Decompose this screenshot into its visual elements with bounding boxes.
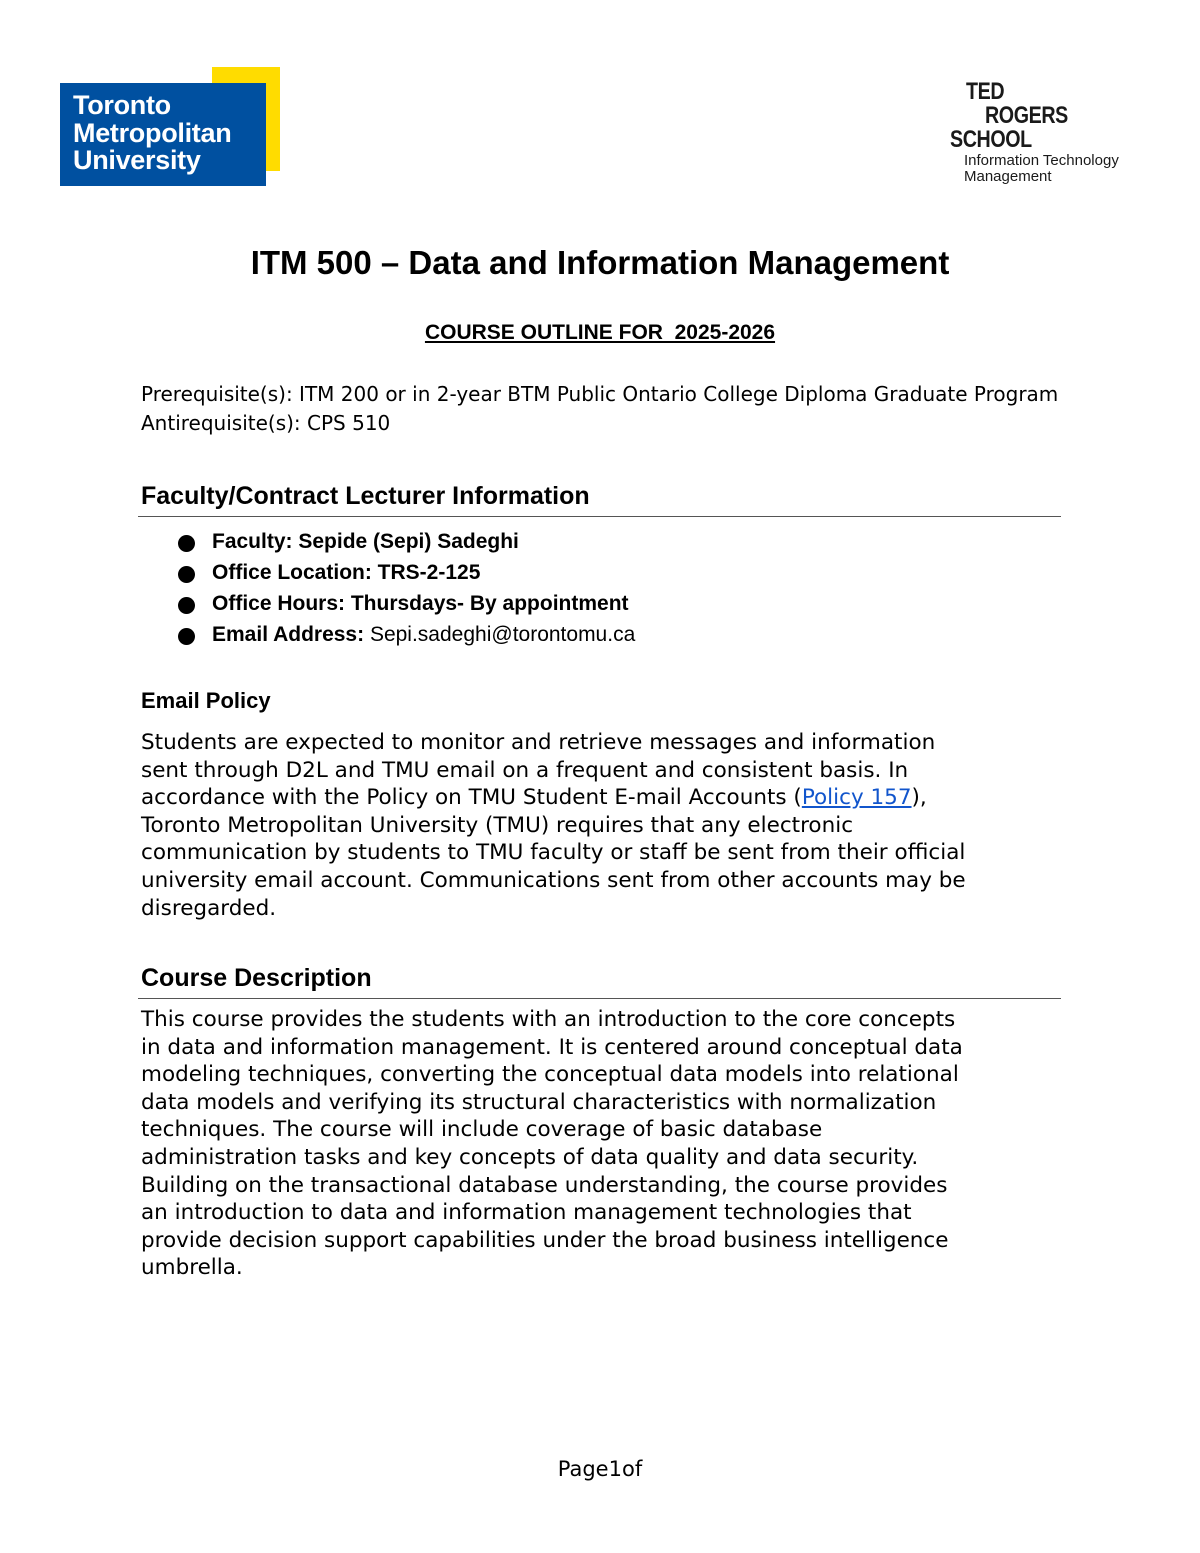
paragraph-line: This course provides the students with an introduction to the core concepts (141, 1007, 956, 1032)
paragraph-line (141, 784, 1081, 812)
page-footer: Page1of (557, 1457, 643, 1481)
faculty-heading: Faculty/Contract Lecturer Information (141, 482, 590, 510)
page-title: ITM 500 – Data and Information Management (250, 244, 950, 281)
paragraph-line: disregarded. (141, 895, 277, 921)
trs-logo-subtitle (964, 153, 1119, 185)
paragraph-line: umbrella. (141, 1255, 243, 1281)
list-item (176, 588, 635, 619)
course-outline-subtitle (0, 320, 1200, 346)
paragraph-line: modeling techniques, converting the conceptual data models into relational (141, 1062, 959, 1088)
section-divider (138, 998, 1061, 999)
prerequisite-text: Prerequisite(s): ITM 200 or in 2-year BTM Public Ontario College Diploma Graduate Program (141, 382, 1059, 406)
paragraph-line: administration tasks and key concepts of data quality and data security. (141, 1144, 919, 1170)
email-policy-paragraph (141, 729, 1081, 922)
office-location: Office Location: TRS-2-125 (212, 561, 481, 584)
paragraph-text: ), (911, 785, 927, 811)
paragraph-line: provide decision support capabilities under the broad business intelligence (141, 1227, 949, 1253)
policy-157-link[interactable]: Policy 157 (801, 785, 912, 811)
tmu-logo-line: Toronto (73, 90, 171, 120)
bullet-icon (178, 597, 195, 614)
tmu-logo-line: University (73, 145, 201, 175)
tmu-logo (60, 67, 282, 189)
trs-logo-subtitle-line: Information Technology (964, 152, 1119, 169)
list-item (176, 619, 635, 650)
paragraph-line: communication by students to TMU faculty or staff be sent from their official (141, 840, 966, 866)
paragraph-line: Toronto Metropolitan University (TMU) requires that any electronic (141, 812, 854, 838)
paragraph-line: Building on the transactional database understanding, the course provides (141, 1172, 948, 1198)
list-item (176, 557, 635, 588)
paragraph-line: in data and information management. It is centered around conceptual data (141, 1034, 963, 1060)
email-policy-heading: Email Policy (141, 688, 271, 713)
faculty-name: Faculty: Sepide (Sepi) Sadeghi (212, 530, 519, 553)
course-description-heading: Course Description (141, 964, 372, 992)
bullet-icon (178, 628, 195, 645)
paragraph-line: sent through D2L and TMU email on a frequent and consistent basis. In (141, 757, 909, 783)
bullet-icon (178, 566, 195, 583)
list-item (176, 526, 635, 557)
paragraph-line: university email account. Communications sent from other accounts may be (141, 867, 966, 893)
trs-logo-line: SCHOOL (950, 126, 1032, 153)
paragraph-line: Students are expected to monitor and retrieve messages and information (141, 730, 936, 755)
bullet-icon (178, 535, 195, 552)
course-description-paragraph (141, 1006, 1081, 1282)
section-divider (138, 516, 1061, 517)
paragraph-line: data models and verifying its structural characteristics with normalization (141, 1089, 937, 1115)
paragraph-line: techniques. The course will include coverage of basic database (141, 1117, 823, 1143)
email-label: Email Address: (212, 623, 365, 646)
ted-rogers-logo (950, 80, 1150, 190)
tmu-logo-text (73, 92, 231, 175)
subtitle-text: COURSE OUTLINE FOR 2025-2026 (424, 321, 776, 344)
email-address: Sepi.sadeghi@torontomu.ca (364, 623, 636, 646)
paragraph-line: an introduction to data and information management technologies that (141, 1200, 912, 1226)
trs-logo-line: ROGERS (985, 102, 1068, 129)
tmu-logo-line: Metropolitan (73, 117, 232, 148)
office-hours: Office Hours: Thursdays- By appointment (212, 592, 629, 615)
trs-logo-line: TED (966, 78, 1005, 105)
trs-logo-subtitle-line: Management (964, 168, 1052, 185)
faculty-info-list (176, 526, 635, 650)
antirequisite-text: Antirequisite(s): CPS 510 (141, 411, 391, 435)
paragraph-text: accordance with the Policy on TMU Student E-mail Accounts ( (141, 785, 802, 811)
